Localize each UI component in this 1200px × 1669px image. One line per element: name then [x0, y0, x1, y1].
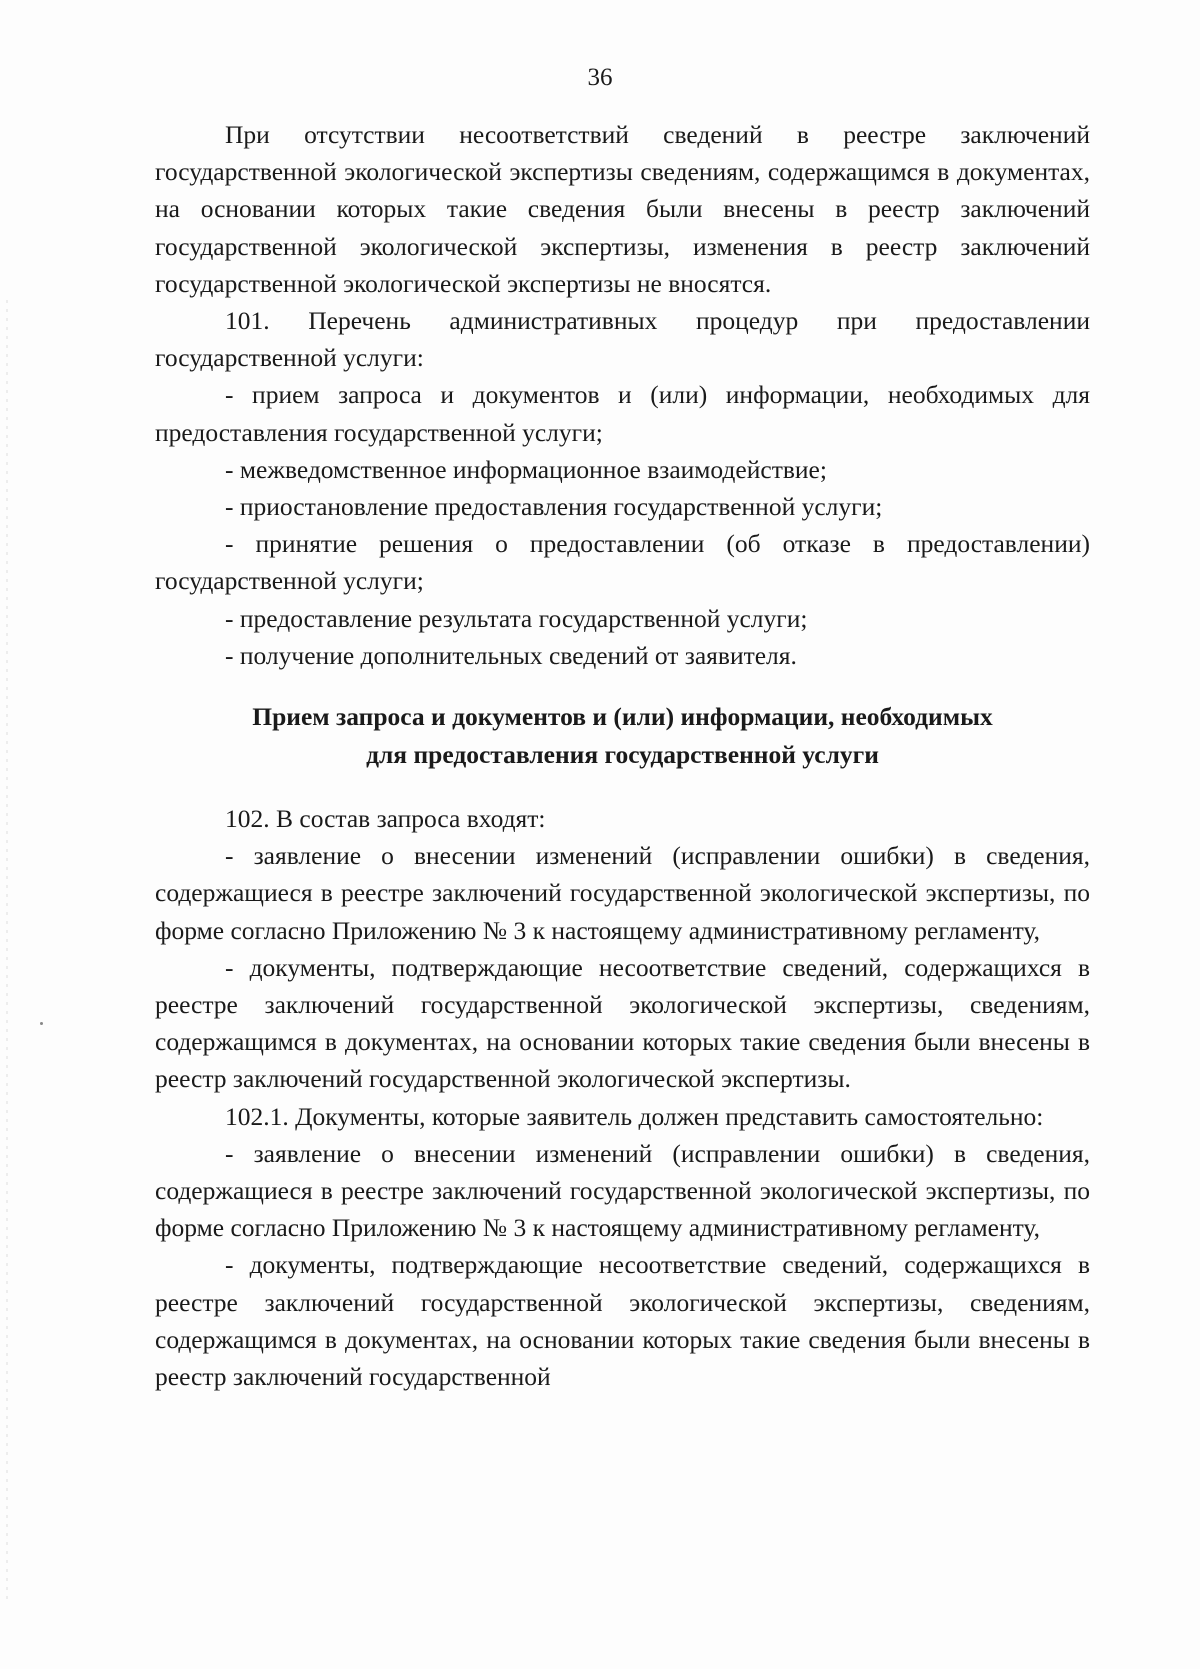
list-item: - приостановление предоставления государственной услуги;: [225, 492, 883, 522]
list-item: - заявление о внесении изменений (исправлении ошибки) в сведения, содержащиеся в реестре заключений государственной экологической экспертизы, по форме согласно Приложению № 3 к настоящему административному регламенту,: [155, 841, 1090, 945]
section-heading-line1: Прием запроса и документов и (или) информации, необходимых: [252, 702, 993, 732]
list-item: - документы, подтверждающие несоответствие сведений, содержащихся в реестре заключений государственной экологической экспертизы, сведениям, содержащимся в документах, на основании которых такие сведения были внесены в реестр заключений государственной экологической экспертизы.: [155, 952, 1090, 1094]
list-item: - получение дополнительных сведений от заявителя.: [225, 640, 797, 670]
section-heading-line2: для предоставления государственной услуги: [366, 740, 879, 770]
paragraph-102-1: 102.1. Документы, которые заявитель должен представить самостоятельно:: [225, 1101, 1044, 1131]
list-item: - предоставление результата государственной услуги;: [225, 603, 808, 633]
list-item: - межведомственное информационное взаимодействие;: [225, 454, 827, 484]
paragraph: При отсутствии несоответствий сведений в реестре заключений государственной экологической экспертизы сведениям, содержащимся в документах, на основании которых такие сведения были внесены в реестр заключений государственной экологической экспертизы, изменения в реестр заключений государственной экологической экспертизы не вносятся.: [155, 120, 1090, 298]
page-number: 36: [587, 64, 613, 91]
paragraph-102: 102. В состав запроса входят:: [225, 804, 546, 834]
document-body: [155, 116, 1090, 1395]
scan-margin-artifact: [6, 300, 8, 1600]
list-item: - принятие решения о предоставлении (об отказе в предоставлении) государственной услуги;: [155, 529, 1090, 596]
scan-dot-artifact: [40, 1022, 43, 1025]
paragraph-101: 101. Перечень административных процедур при предоставлении государственной услуги:: [155, 306, 1090, 373]
list-item: - прием запроса и документов и (или) информации, необходимых для предоставления государственной услуги;: [155, 380, 1090, 447]
list-item: - документы, подтверждающие несоответствие сведений, содержащихся в реестре заключений государственной экологической экспертизы, сведениям, содержащимся в документах, на основании которых такие сведения были внесены в реестр заключений государственной: [155, 1250, 1090, 1392]
section-heading: [155, 698, 1090, 774]
list-item: - заявление о внесении изменений (исправлении ошибки) в сведения, содержащиеся в реестре заключений государственной экологической экспертизы, по форме согласно Приложению № 3 к настоящему административному регламенту,: [155, 1138, 1090, 1243]
